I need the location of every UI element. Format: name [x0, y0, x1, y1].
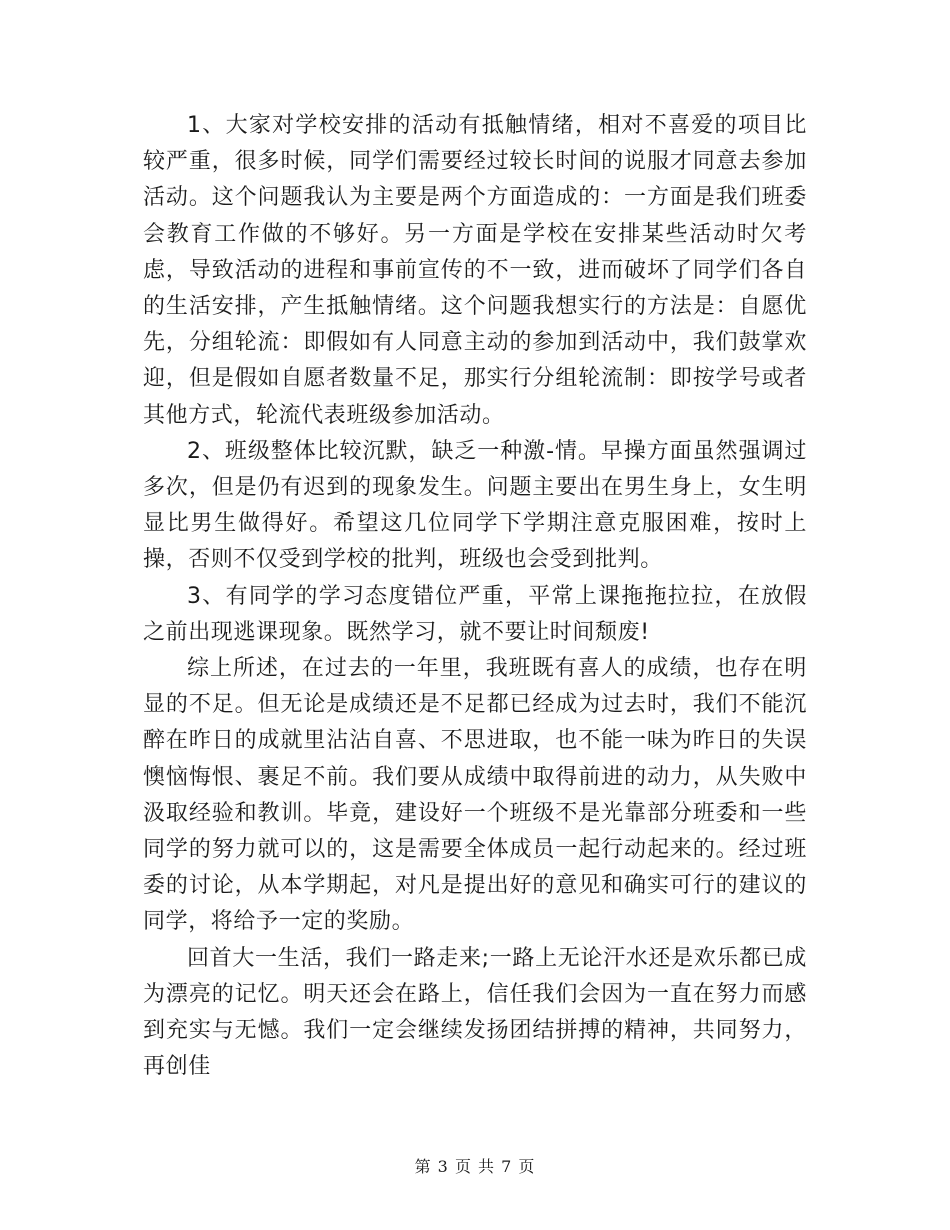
paragraph-2: 2、班级整体比较沉默，缺乏一种激-情。早操方面虽然强调过多次，但是仍有迟到的现象发生。问题主要出在男生身上，女生明显比男生做得好。希望这几位同学下学期注意克服困难，按时上操，否则不仅受到学校的批判，班级也会受到批判。 — [143, 438, 807, 573]
paragraph-4: 综上所述，在过去的一年里，我班既有喜人的成绩，也存在明显的不足。但无论是成绩还是不足都已经成为过去时，我们不能沉醉在昨日的成就里沾沾自喜、不思进取，也不能一味为昨日的失误懊恼悔恨、裹足不前。我们要从成绩中取得前进的动力，从失败中汲取经验和教训。毕竟，建设好一个班级不是光靠部分班委和一些同学的努力就可以的，这是需要全体成员一起行动起来的。经过班委的讨论，从本学期起，对凡是提出好的意见和确实可行的建议的同学，将给予一定的奖励。 — [143, 656, 807, 935]
page-footer: 第 3 页 共 7 页 — [414, 1157, 536, 1176]
paragraph-1: 1、大家对学校安排的活动有抵触情绪，相对不喜爱的项目比较严重，很多时候，同学们需要经过较长时间的说服才同意去参加活动。这个问题我认为主要是两个方面造成的：一方面是我们班委会教育工作做的不够好。另一方面是学校在安排某些活动时欠考虑，导致活动的进程和事前宣传的不一致，进而破坏了同学们各自的生活安排，产生抵触情绪。这个问题我想实行的方法是：自愿优先，分组轮流：即假如有人同意主动的参加到活动中，我们鼓掌欢迎，但是假如自愿者数量不足，那实行分组轮流制：即按学号或者其他方式，轮流代表班级参加活动。 — [143, 113, 807, 428]
document-body — [143, 108, 807, 1085]
paragraph-3: 3、有同学的学习态度错位严重，平常上课拖拖拉拉，在放假之前出现逃课现象。既然学习，就不要让时间颓废! — [143, 583, 807, 645]
paragraph-5: 回首大一生活，我们一路走来;一路上无论汗水还是欢乐都已成为漂亮的记忆。明天还会在路上，信任我们会因为一直在努力而感到充实与无憾。我们一定会继续发扬团结拼搏的精神，共同努力，再创佳 — [143, 945, 807, 1080]
